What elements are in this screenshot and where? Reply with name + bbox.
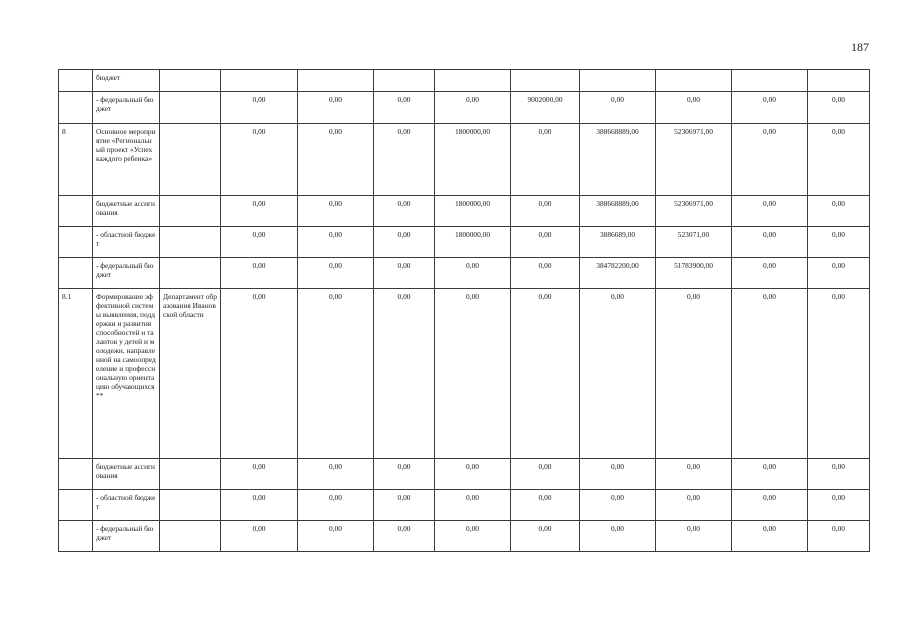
value-cell [732, 70, 808, 92]
value-cell: 0,00 [298, 490, 374, 521]
row-name-cell: - федеральный бюджет [93, 258, 160, 289]
value-cell: 0,00 [732, 289, 808, 459]
value-cell: 0,00 [808, 92, 870, 124]
value-cell [435, 70, 511, 92]
value-cell: 0,00 [374, 124, 435, 196]
value-cell: 0,00 [808, 289, 870, 459]
value-cell: 0,00 [580, 92, 656, 124]
value-cell: 0,00 [298, 124, 374, 196]
value-cell [221, 70, 298, 92]
value-cell: 1800000,00 [435, 196, 511, 227]
row-number-cell [59, 459, 93, 490]
value-cell: 0,00 [221, 258, 298, 289]
row-name-cell: Формирование эффективной системы выявления, поддержки и развития способностей и талантов у детей и молодежи, направленной на самоопределение и профессиональную ориентацию обучающихся ** [93, 289, 160, 459]
row-number-cell: 8 [59, 124, 93, 196]
table-row [59, 258, 870, 289]
value-cell: 0,00 [732, 521, 808, 552]
table-row [59, 124, 870, 196]
value-cell: 0,00 [298, 227, 374, 258]
table-row [59, 70, 870, 92]
value-cell: 388668889,00 [580, 196, 656, 227]
table-row [59, 490, 870, 521]
value-cell: 0,00 [374, 490, 435, 521]
value-cell: 0,00 [732, 196, 808, 227]
value-cell: 0,00 [374, 459, 435, 490]
value-cell: 0,00 [221, 227, 298, 258]
value-cell: 0,00 [511, 227, 580, 258]
value-cell [656, 70, 732, 92]
value-cell: 1800000,00 [435, 124, 511, 196]
value-cell: 52306971,00 [656, 196, 732, 227]
value-cell: 0,00 [374, 92, 435, 124]
row-name-cell: - областной бюджет [93, 227, 160, 258]
value-cell: 0,00 [221, 124, 298, 196]
value-cell: 9002000,00 [511, 92, 580, 124]
value-cell: 523071,00 [656, 227, 732, 258]
executor-cell [160, 258, 221, 289]
value-cell: 52306971,00 [656, 124, 732, 196]
budget-table [58, 69, 870, 552]
executor-cell [160, 70, 221, 92]
table-row [59, 227, 870, 258]
value-cell: 0,00 [580, 490, 656, 521]
value-cell: 0,00 [435, 258, 511, 289]
row-number-cell [59, 196, 93, 227]
value-cell: 0,00 [808, 490, 870, 521]
value-cell: 384782200,00 [580, 258, 656, 289]
value-cell: 0,00 [732, 227, 808, 258]
row-number-cell [59, 490, 93, 521]
executor-cell [160, 459, 221, 490]
value-cell: 0,00 [221, 521, 298, 552]
value-cell: 0,00 [221, 196, 298, 227]
row-number-cell [59, 227, 93, 258]
value-cell: 0,00 [656, 289, 732, 459]
value-cell: 0,00 [374, 258, 435, 289]
row-name-cell: бюджет [93, 70, 160, 92]
executor-cell [160, 490, 221, 521]
row-name-cell: - федеральный бюджет [93, 92, 160, 124]
table-row [59, 92, 870, 124]
value-cell: 0,00 [732, 490, 808, 521]
value-cell: 0,00 [221, 92, 298, 124]
value-cell: 0,00 [656, 490, 732, 521]
value-cell: 0,00 [435, 490, 511, 521]
value-cell: 1800000,00 [435, 227, 511, 258]
value-cell: 0,00 [298, 196, 374, 227]
value-cell: 0,00 [221, 459, 298, 490]
table-row [59, 196, 870, 227]
value-cell [298, 70, 374, 92]
value-cell: 0,00 [298, 521, 374, 552]
row-number-cell [59, 521, 93, 552]
value-cell: 0,00 [732, 459, 808, 490]
value-cell: 0,00 [656, 92, 732, 124]
value-cell: 0,00 [435, 92, 511, 124]
value-cell: 0,00 [808, 227, 870, 258]
table-row [59, 289, 870, 459]
value-cell: 0,00 [374, 227, 435, 258]
value-cell [808, 70, 870, 92]
row-number-cell [59, 258, 93, 289]
value-cell [511, 70, 580, 92]
table-row [59, 459, 870, 490]
value-cell: 0,00 [732, 124, 808, 196]
page-number: 187 [851, 40, 869, 54]
value-cell [580, 70, 656, 92]
value-cell: 0,00 [511, 490, 580, 521]
value-cell [374, 70, 435, 92]
value-cell: 0,00 [221, 490, 298, 521]
row-name-cell: бюджетные ассигнования [93, 196, 160, 227]
value-cell: 0,00 [298, 258, 374, 289]
value-cell: 0,00 [656, 459, 732, 490]
value-cell: 0,00 [580, 459, 656, 490]
value-cell: 0,00 [221, 289, 298, 459]
value-cell: 0,00 [511, 258, 580, 289]
value-cell: 0,00 [808, 258, 870, 289]
executor-cell [160, 92, 221, 124]
row-name-cell: Основное мероприятие «Региональный проект «Успех каждого ребенка» [93, 124, 160, 196]
value-cell: 51783900,00 [656, 258, 732, 289]
value-cell: 0,00 [656, 521, 732, 552]
row-number-cell: 8.1 [59, 289, 93, 459]
executor-cell: Департамент образования Ивановской области [160, 289, 221, 459]
value-cell: 0,00 [298, 92, 374, 124]
value-cell: 0,00 [435, 459, 511, 490]
value-cell: 0,00 [435, 521, 511, 552]
value-cell: 0,00 [374, 289, 435, 459]
value-cell: 0,00 [732, 258, 808, 289]
value-cell: 0,00 [580, 521, 656, 552]
value-cell: 0,00 [511, 521, 580, 552]
executor-cell [160, 521, 221, 552]
value-cell: 0,00 [808, 124, 870, 196]
value-cell: 0,00 [808, 521, 870, 552]
value-cell: 0,00 [511, 289, 580, 459]
value-cell: 0,00 [298, 289, 374, 459]
row-name-cell: бюджетные ассигнования [93, 459, 160, 490]
executor-cell [160, 196, 221, 227]
value-cell: 388668889,00 [580, 124, 656, 196]
value-cell: 0,00 [808, 196, 870, 227]
table-body [59, 70, 870, 552]
row-number-cell [59, 92, 93, 124]
value-cell: 3886689,00 [580, 227, 656, 258]
value-cell: 0,00 [374, 521, 435, 552]
table-row [59, 521, 870, 552]
row-name-cell: - областной бюджет [93, 490, 160, 521]
value-cell: 0,00 [374, 196, 435, 227]
value-cell: 0,00 [808, 459, 870, 490]
executor-cell [160, 227, 221, 258]
value-cell: 0,00 [298, 459, 374, 490]
value-cell: 0,00 [511, 124, 580, 196]
value-cell: 0,00 [435, 289, 511, 459]
row-name-cell: - федеральный бюджет [93, 521, 160, 552]
value-cell: 0,00 [580, 289, 656, 459]
value-cell: 0,00 [511, 196, 580, 227]
value-cell: 0,00 [732, 92, 808, 124]
value-cell: 0,00 [511, 459, 580, 490]
executor-cell [160, 124, 221, 196]
row-number-cell [59, 70, 93, 92]
